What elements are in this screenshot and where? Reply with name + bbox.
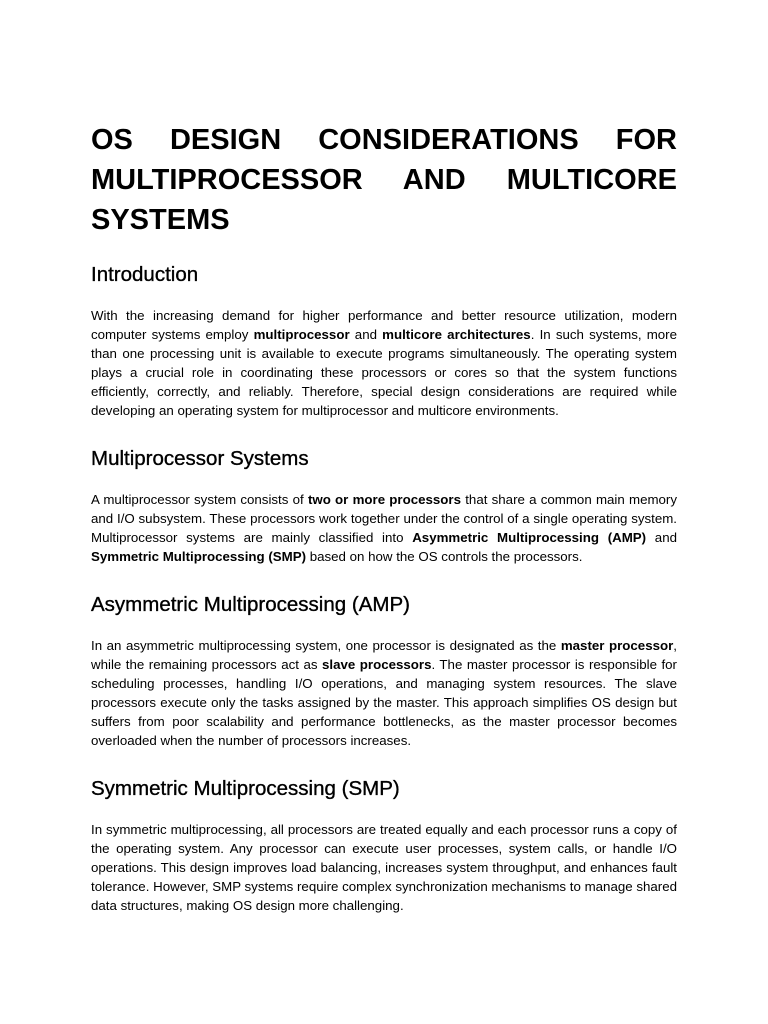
heading-asymmetric-multiprocessing: Asymmetric Multiprocessing (AMP) xyxy=(91,593,410,616)
bold-term: multicore architectures xyxy=(382,327,531,342)
heading-multiprocessor-systems: Multiprocessor Systems xyxy=(91,447,309,470)
text-run: , while the remaining processors act as xyxy=(91,638,677,672)
paragraph-multiprocessor-systems xyxy=(91,490,677,566)
document-page xyxy=(91,120,677,915)
text-run: With the increasing demand for higher performance and better resource utilization, modern computer systems employ xyxy=(91,308,677,342)
paragraph-asymmetric-multiprocessing xyxy=(91,636,677,750)
text-run: In an asymmetric multiprocessing system, one processor is designated as the xyxy=(91,638,561,653)
document-title: OS DESIGN CONSIDERATIONS FOR MULTIPROCESSOR AND MULTICORE SYSTEMS xyxy=(91,124,677,236)
bold-term: master processor xyxy=(560,638,674,653)
bold-term: multiprocessor xyxy=(253,327,350,342)
text-run: . The master processor is responsible for scheduling processes, handling I/O operations, and managing system resources. The slave processors execute only the tasks assigned by the master. This approach simplifies OS design but suffers from poor scalability and performance bottlenecks, as the master processor becomes overloaded when the number of processors increases. xyxy=(91,657,677,748)
text-run: based on how the OS controls the processors. xyxy=(306,549,583,564)
text-run: that share a common main memory and I/O subsystem. These processors work together under the control of a single operating system. Multiprocessor systems are mainly classified into xyxy=(91,492,678,545)
paragraph-symmetric-multiprocessing: In symmetric multiprocessing, all processors are treated equally and each processor runs a copy of the operating system. Any processor can execute user processes, system calls, or handle I/O operations. This design improves load balancing, increases system throughput, and enhances fault tolerance. However, SMP systems require complex synchronization mechanisms to manage shared data structures, making OS design more challenging. xyxy=(91,822,677,913)
bold-term: Asymmetric Multiprocessing (AMP) xyxy=(412,530,647,545)
heading-symmetric-multiprocessing: Symmetric Multiprocessing (SMP) xyxy=(91,777,400,800)
bold-term: two or more processors xyxy=(307,492,462,507)
text-run: and xyxy=(349,327,383,342)
text-run: A multiprocessor system consists of xyxy=(91,492,308,507)
text-run: and xyxy=(646,530,677,545)
text-run: . In such systems, more than one processing unit is available to execute programs simultaneously. The operating system plays a crucial role in coordinating these processors or cores so that the system functions efficiently, correctly, and reliably. Therefore, special design considerations are required while developing an operating system for multiprocessor and multicore environments. xyxy=(91,327,677,418)
bold-term: slave processors xyxy=(322,657,432,672)
bold-term: Symmetric Multiprocessing (SMP) xyxy=(91,549,307,564)
paragraph-introduction xyxy=(91,306,677,420)
heading-introduction: Introduction xyxy=(91,263,199,286)
